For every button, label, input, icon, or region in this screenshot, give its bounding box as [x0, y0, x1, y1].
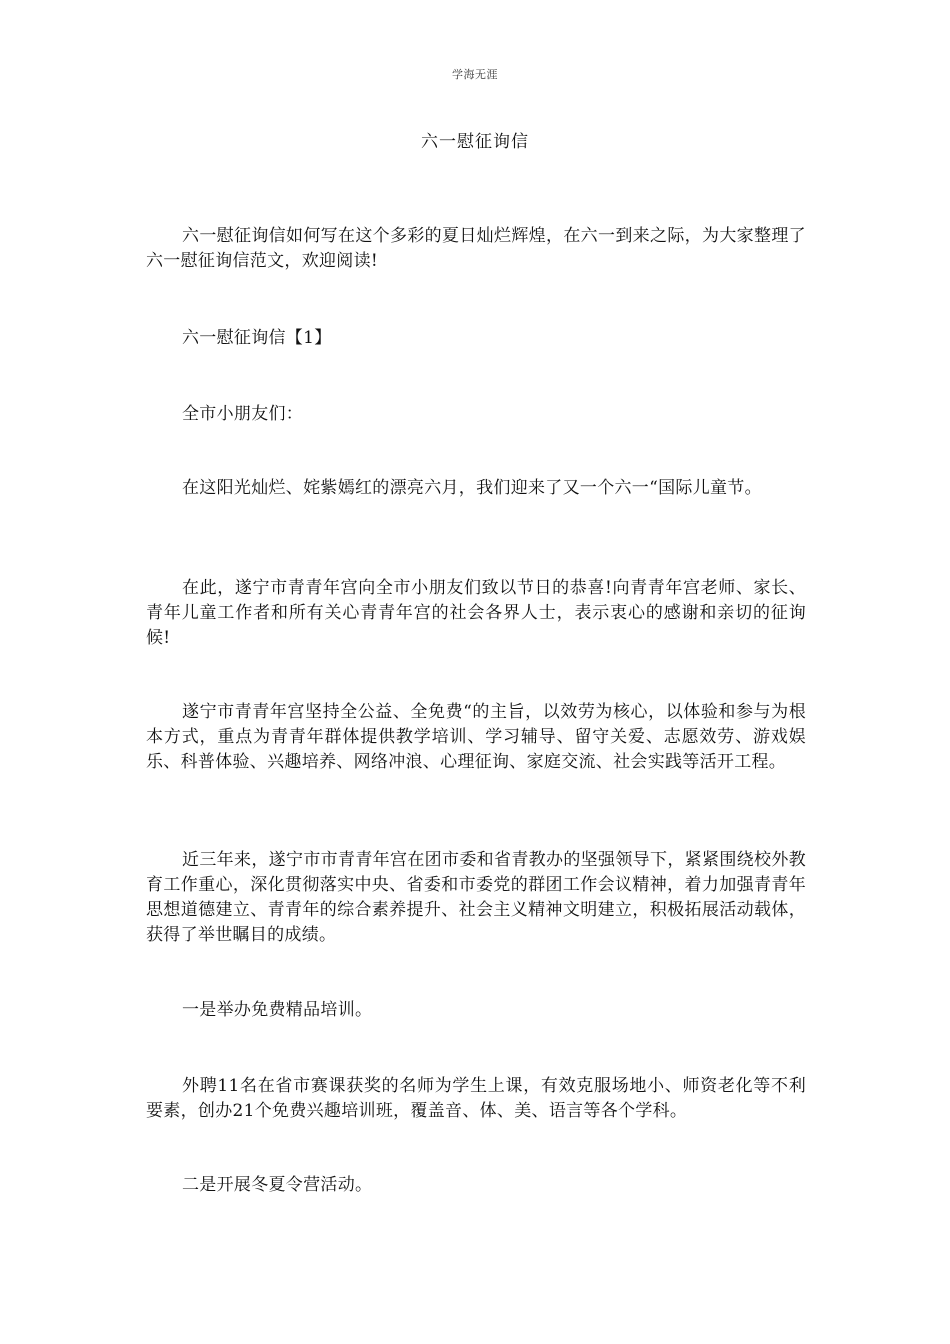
- document-title: 六一慰征询信: [421, 132, 529, 152]
- body-paragraph: 外聘11名在省市赛课获奖的名师为学生上课，有效克服场地小、师资老化等不利要素，创办21个免费兴趣培训班，覆盖音、体、美、语言等各个学科。: [146, 1076, 806, 1121]
- page-header: 学海无涯: [452, 68, 498, 81]
- body-paragraph: 近三年来，遂宁市市青青年宫在团市委和省青教办的坚强领导下，紧紧围绕校外教育工作重心，深化贯彻落实中央、省委和市委党的群团工作会议精神，着力加强青青年思想道德建立、青青年的综合素养提升、社会主义精神文明建立，积极拓展活动载体，获得了举世瞩目的成绩。: [146, 850, 806, 945]
- list-heading: 二是开展冬夏令营活动。: [182, 1175, 373, 1195]
- salutation: 全市小朋友们：: [182, 404, 304, 424]
- intro-paragraph: 六一慰征询信如何写在这个多彩的夏日灿烂辉煌，在六一到来之际，为大家整理了六一慰征询信范文，欢迎阅读!: [146, 226, 806, 271]
- section-heading: 六一慰征询信【1】: [182, 328, 332, 348]
- body-paragraph: 遂宁市青青年宫坚持全公益、全免费“的主旨，以效劳为核心，以体验和参与为根本方式，重点为青青年群体提供教学培训、学习辅导、留守关爱、志愿效劳、游戏娱乐、科普体验、兴趣培养、网络冲浪、心理征询、家庭交流、社会实践等活开工程。: [146, 702, 806, 772]
- body-paragraph: 在这阳光灿烂、姹紫嫣红的漂亮六月，我们迎来了又一个六一“国际儿童节。: [182, 478, 762, 498]
- body-paragraph: 在此，遂宁市青青年宫向全市小朋友们致以节日的恭喜!向青青年宫老师、家长、青年儿童工作者和所有关心青青年宫的社会各界人士，表示衷心的感谢和亲切的征询候!: [146, 578, 806, 648]
- list-heading: 一是举办免费精品培训。: [182, 1000, 373, 1020]
